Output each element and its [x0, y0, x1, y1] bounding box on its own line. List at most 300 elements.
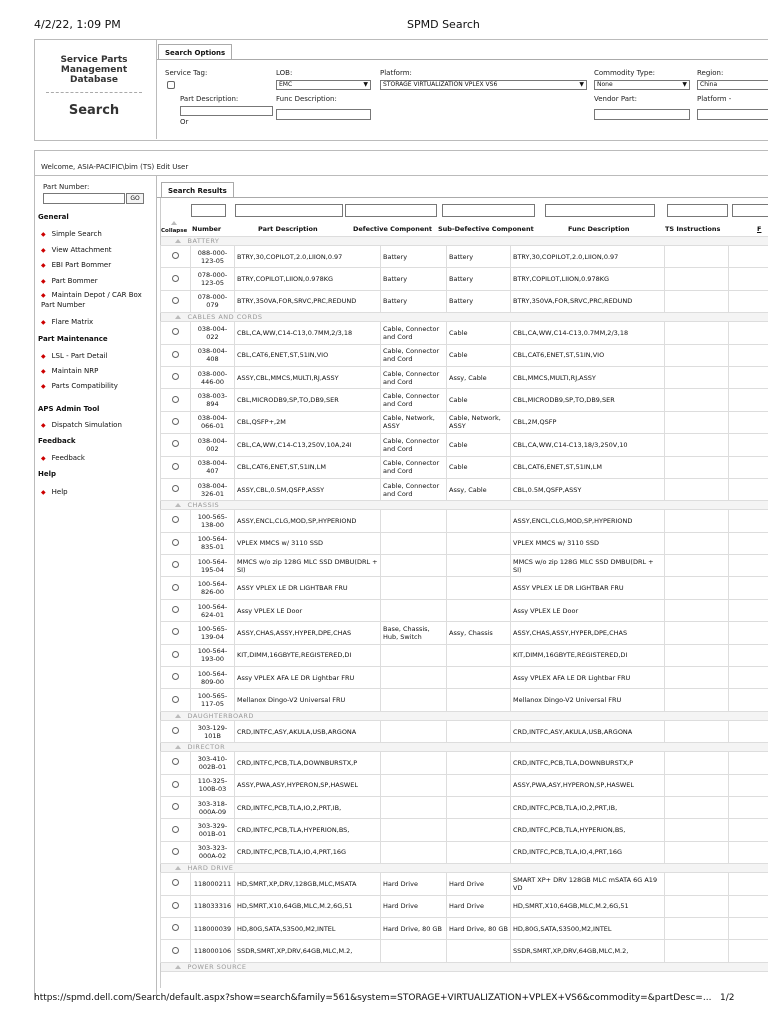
- ts-instructions-cell: [665, 366, 729, 388]
- table-row[interactable]: [161, 478, 768, 500]
- sub-defective-component-cell: [447, 689, 511, 711]
- extra-cell: [729, 940, 768, 962]
- extra-cell: [729, 344, 768, 366]
- col-number[interactable]: Number: [192, 225, 222, 233]
- filter-extra[interactable]: [732, 204, 768, 217]
- func-description-cell: KIT,DIMM,16GBYTE,REGISTERED,DI: [511, 644, 665, 666]
- defective-component-cell: Cable, Network, ASSY: [381, 411, 447, 433]
- row-radio-button[interactable]: [172, 584, 179, 591]
- part-description-cell: CBL,CA,WW,C14-C13,250V,10A,24I: [235, 434, 381, 456]
- row-select-cell[interactable]: [161, 246, 191, 268]
- row-radio-button[interactable]: [172, 826, 179, 833]
- part-description-input[interactable]: [180, 106, 273, 116]
- or-label: Or: [180, 118, 189, 126]
- row-select-cell[interactable]: [161, 752, 191, 774]
- ts-instructions-cell: [665, 478, 729, 500]
- results-table: [160, 236, 768, 972]
- func-description-cell: SSDR,SMRT,XP,DRV,64GB,MLC,M.2,: [511, 940, 665, 962]
- part-description-cell: MMCS w/o zip 128G MLC SSD DMBU(DRL + SI): [235, 555, 381, 577]
- part-description-cell: Assy VPLEX LE Door: [235, 599, 381, 621]
- defective-component-cell: Battery: [381, 290, 447, 312]
- part-number-cell: 303-129-101B: [191, 720, 235, 742]
- func-description-cell: HD,80G,SATA,S3500,M2,INTEL: [511, 917, 665, 939]
- group-header-row[interactable]: [161, 864, 768, 873]
- nav-view-attachment[interactable]: [41, 246, 112, 254]
- part-number-label: Part Number:: [43, 183, 90, 191]
- sub-defective-component-cell: Battery: [447, 268, 511, 290]
- extra-cell: [729, 478, 768, 500]
- row-radio-button[interactable]: [172, 628, 179, 635]
- func-description-cell: MMCS w/o zip 128G MLC SSD DMBU(DRL + SI): [511, 555, 665, 577]
- row-select-cell[interactable]: [161, 819, 191, 841]
- nav-lsl-part-detail[interactable]: [41, 352, 108, 360]
- defective-component-cell: [381, 796, 447, 818]
- part-number-cell: 303-329-001B-01: [191, 819, 235, 841]
- defective-component-cell: Battery: [381, 268, 447, 290]
- table-row[interactable]: [161, 644, 768, 666]
- row-radio-button[interactable]: [172, 297, 179, 304]
- func-description-cell: CBL,2M,QSFP: [511, 411, 665, 433]
- row-radio-button[interactable]: [172, 924, 179, 931]
- part-number-input[interactable]: [43, 193, 125, 204]
- func-description-cell: BTRY,COPILOT,LIION,0.978KG: [511, 268, 665, 290]
- platform-dash-label: Platform -: [697, 95, 732, 103]
- bullet-icon: ◆: [41, 247, 46, 254]
- extra-cell: [729, 555, 768, 577]
- row-select-cell[interactable]: [161, 411, 191, 433]
- group-label: DAUGHTERBOARD: [187, 711, 254, 720]
- sub-defective-component-cell: Hard Drive: [447, 895, 511, 917]
- nav-part-number-line[interactable]: Part Number: [41, 301, 86, 309]
- row-radio-button[interactable]: [172, 275, 179, 282]
- row-select-cell[interactable]: [161, 478, 191, 500]
- table-row[interactable]: [161, 389, 768, 411]
- ts-instructions-cell: [665, 796, 729, 818]
- nav-label: Parts Compatibility: [51, 382, 118, 390]
- part-description-cell: ASSY,CBL,MMCS,MULTI,RJ,ASSY: [235, 366, 381, 388]
- row-select-cell[interactable]: [161, 389, 191, 411]
- group-header-row[interactable]: [161, 237, 768, 246]
- func-description-cell: CBL,CA,WW,C14-C13,0.7MM,2/3,18: [511, 322, 665, 344]
- part-number-cell: 110-325-100B-03: [191, 774, 235, 796]
- nav-heading-feedback: Feedback: [38, 437, 76, 445]
- row-select-cell[interactable]: [161, 873, 191, 895]
- row-radio-button[interactable]: [172, 696, 179, 703]
- table-row[interactable]: [161, 456, 768, 478]
- bullet-icon: ◆: [41, 422, 46, 429]
- defective-component-cell: [381, 940, 447, 962]
- row-select-cell[interactable]: [161, 366, 191, 388]
- extra-cell: [729, 290, 768, 312]
- func-description-cell: CBL,CAT6,ENET,ST,51IN,LM: [511, 456, 665, 478]
- row-select-cell[interactable]: [161, 532, 191, 554]
- func-description-cell: ASSY VPLEX LE DR LIGHTBAR FRU: [511, 577, 665, 599]
- collapse-triangle-icon[interactable]: [175, 965, 181, 969]
- row-select-cell[interactable]: [161, 796, 191, 818]
- nav-feedback[interactable]: [41, 454, 85, 462]
- row-radio-button[interactable]: [172, 252, 179, 259]
- defective-component-cell: Cable, Connector and Cord: [381, 366, 447, 388]
- defective-component-cell: Cable, Connector and Cord: [381, 456, 447, 478]
- nav-part-bommer[interactable]: [41, 277, 98, 285]
- row-select-cell[interactable]: [161, 344, 191, 366]
- row-radio-button[interactable]: [172, 418, 179, 425]
- part-description-cell: ASSY,CHAS,ASSY,HYPER,DPE,CHAS: [235, 622, 381, 644]
- row-select-cell[interactable]: [161, 940, 191, 962]
- filter-ts-instructions[interactable]: [667, 204, 728, 217]
- nav-help[interactable]: [41, 488, 68, 496]
- row-radio-button[interactable]: [172, 463, 179, 470]
- table-row[interactable]: [161, 895, 768, 917]
- collapse-triangle-icon[interactable]: [175, 239, 181, 243]
- part-number-cell: 100-564-195-04: [191, 555, 235, 577]
- filter-part-description[interactable]: [235, 204, 343, 217]
- part-number-cell: 100-564-826-00: [191, 577, 235, 599]
- table-row[interactable]: [161, 510, 768, 532]
- nav-label: Simple Search: [51, 230, 102, 238]
- col-part-description[interactable]: Part Description: [258, 225, 318, 233]
- table-row[interactable]: [161, 873, 768, 895]
- extra-cell: [729, 622, 768, 644]
- ts-instructions-cell: [665, 819, 729, 841]
- table-row[interactable]: [161, 290, 768, 312]
- table-row[interactable]: [161, 366, 768, 388]
- table-row[interactable]: [161, 246, 768, 268]
- row-select-cell[interactable]: [161, 917, 191, 939]
- row-radio-button[interactable]: [172, 606, 179, 613]
- group-header-cell: [161, 313, 768, 322]
- func-description-cell: BTRY,350VA,FOR,SRVC,PRC,REDUND: [511, 290, 665, 312]
- func-description-label: Func Description:: [276, 95, 337, 103]
- col-func-description[interactable]: Func Description: [568, 225, 630, 233]
- sub-defective-component-cell: [447, 577, 511, 599]
- group-header-row[interactable]: [161, 962, 768, 971]
- extra-cell: [729, 819, 768, 841]
- table-row[interactable]: [161, 819, 768, 841]
- nav-heading-help: Help: [38, 470, 57, 478]
- tab-search-results[interactable]: Search Results: [161, 182, 234, 198]
- row-radio-button[interactable]: [172, 879, 179, 886]
- collapse-all-icon[interactable]: [171, 221, 177, 225]
- col-defective-component[interactable]: Defective Component: [353, 225, 433, 233]
- sub-defective-component-cell: Cable: [447, 322, 511, 344]
- platform-select[interactable]: [380, 80, 587, 90]
- commodity-label: Commodity Type:: [594, 69, 656, 77]
- part-description-cell: CBL,QSFP+,2M: [235, 411, 381, 433]
- defective-component-cell: [381, 667, 447, 689]
- part-description-cell: BTRY,30,COPILOT,2.0,LIION,0.97: [235, 246, 381, 268]
- row-select-cell[interactable]: [161, 667, 191, 689]
- part-description-cell: ASSY VPLEX LE DR LIGHTBAR FRU: [235, 577, 381, 599]
- func-description-cell: CBL,0.5M,QSFP,ASSY: [511, 478, 665, 500]
- nav-maintain-depot[interactable]: [41, 291, 142, 299]
- chevron-down-icon: ▼: [682, 81, 687, 88]
- tab-search-options[interactable]: Search Options: [158, 44, 232, 60]
- defective-component-cell: [381, 752, 447, 774]
- part-number-cell: 038-004-022: [191, 322, 235, 344]
- row-radio-button[interactable]: [172, 727, 179, 734]
- table-row[interactable]: [161, 577, 768, 599]
- part-description-cell: BTRY,350VA,FOR,SRVC,PRC,REDUND: [235, 290, 381, 312]
- sub-defective-component-cell: [447, 752, 511, 774]
- extra-cell: [729, 689, 768, 711]
- commodity-select[interactable]: [594, 80, 690, 90]
- table-row[interactable]: [161, 411, 768, 433]
- table-row[interactable]: [161, 555, 768, 577]
- logo-line-2: Management: [60, 65, 128, 75]
- part-number-cell: 078-000-079: [191, 290, 235, 312]
- func-description-cell: Assy VPLEX AFA LE DR Lightbar FRU: [511, 667, 665, 689]
- extra-cell: [729, 895, 768, 917]
- func-description-input[interactable]: [276, 109, 371, 120]
- part-description-cell: ASSY,PWA,ASY,HYPERON,SP,HASWEL: [235, 774, 381, 796]
- row-radio-button[interactable]: [172, 485, 179, 492]
- part-number-cell: 038-004-407: [191, 456, 235, 478]
- defective-component-cell: Cable, Connector and Cord: [381, 344, 447, 366]
- func-description-cell: ASSY,PWA,ASY,HYPERON,SP,HASWEL: [511, 774, 665, 796]
- collapse-triangle-icon[interactable]: [175, 503, 181, 507]
- row-radio-button[interactable]: [172, 781, 179, 788]
- part-number-cell: 078-000-123-05: [191, 268, 235, 290]
- row-radio-button[interactable]: [172, 803, 179, 810]
- func-description-cell: CBL,CAT6,ENET,ST,51IN,VIO: [511, 344, 665, 366]
- collapse-triangle-icon[interactable]: [175, 714, 181, 718]
- extra-cell: [729, 873, 768, 895]
- nav-dispatch-simulation[interactable]: [41, 421, 122, 429]
- defective-component-cell: [381, 774, 447, 796]
- group-header-cell: [161, 501, 768, 510]
- group-header-cell: [161, 864, 768, 873]
- table-row[interactable]: [161, 689, 768, 711]
- group-label: DIRECTOR: [187, 743, 226, 752]
- nav-ebi-part-bommer[interactable]: [41, 261, 111, 269]
- region-select[interactable]: [697, 80, 768, 90]
- ts-instructions-cell: [665, 411, 729, 433]
- footer-page: 1/2: [720, 993, 735, 1003]
- nav-heading-aps: APS Admin Tool: [38, 405, 100, 413]
- part-number-cell: 303-410-002B-01: [191, 752, 235, 774]
- row-select-cell[interactable]: [161, 774, 191, 796]
- bullet-icon: ◆: [41, 368, 46, 375]
- defective-component-cell: [381, 510, 447, 532]
- filter-defective-component[interactable]: [345, 204, 437, 217]
- row-radio-button[interactable]: [172, 561, 179, 568]
- collapse-triangle-icon[interactable]: [175, 866, 181, 870]
- filter-sub-defective-component[interactable]: [442, 204, 535, 217]
- collapse-link[interactable]: Collapse: [161, 228, 188, 234]
- chevron-down-icon: ▼: [579, 81, 584, 88]
- row-radio-button[interactable]: [172, 651, 179, 658]
- row-radio-button[interactable]: [172, 440, 179, 447]
- bullet-icon: ◆: [41, 353, 46, 360]
- part-number-cell: 100-565-138-00: [191, 510, 235, 532]
- sub-defective-component-cell: [447, 796, 511, 818]
- part-number-cell: 303-318-000A-09: [191, 796, 235, 818]
- nav-label: Maintain NRP: [51, 367, 99, 375]
- defective-component-cell: [381, 599, 447, 621]
- welcome-text: Welcome, ASIA-PACIFIC\bim (TS) Edit User: [41, 163, 189, 171]
- ts-instructions-cell: [665, 322, 729, 344]
- extra-cell: [729, 456, 768, 478]
- table-row[interactable]: [161, 268, 768, 290]
- sub-defective-component-cell: [447, 555, 511, 577]
- ts-instructions-cell: [665, 532, 729, 554]
- row-radio-button[interactable]: [172, 947, 179, 954]
- row-select-cell[interactable]: [161, 644, 191, 666]
- nav-label: Feedback: [51, 454, 85, 462]
- defective-component-cell: Cable, Connector and Cord: [381, 322, 447, 344]
- table-row[interactable]: [161, 667, 768, 689]
- table-row[interactable]: [161, 532, 768, 554]
- col-sub-defective-component[interactable]: Sub-Defective Component: [438, 225, 534, 233]
- ts-instructions-cell: [665, 456, 729, 478]
- part-description-cell: Mellanox Dingo-V2 Universal FRU: [235, 689, 381, 711]
- sub-defective-component-cell: [447, 510, 511, 532]
- table-row[interactable]: [161, 599, 768, 621]
- sub-defective-component-cell: [447, 720, 511, 742]
- filter-number[interactable]: [191, 204, 226, 217]
- row-select-cell[interactable]: [161, 689, 191, 711]
- extra-cell: [729, 389, 768, 411]
- table-row[interactable]: [161, 434, 768, 456]
- row-radio-button[interactable]: [172, 539, 179, 546]
- defective-component-cell: [381, 819, 447, 841]
- lob-select[interactable]: [276, 80, 371, 90]
- sub-defective-component-cell: [447, 819, 511, 841]
- collapse-triangle-icon[interactable]: [175, 745, 181, 749]
- row-select-cell[interactable]: [161, 720, 191, 742]
- sub-defective-component-cell: Cable: [447, 434, 511, 456]
- part-number-cell: 038-004-066-01: [191, 411, 235, 433]
- table-row[interactable]: [161, 796, 768, 818]
- nav-maintain-nrp[interactable]: [41, 367, 98, 375]
- group-header-row[interactable]: [161, 313, 768, 322]
- row-radio-button[interactable]: [172, 351, 179, 358]
- ts-instructions-cell: [665, 246, 729, 268]
- row-radio-button[interactable]: [172, 328, 179, 335]
- defective-component-cell: [381, 555, 447, 577]
- ts-instructions-cell: [665, 644, 729, 666]
- nav-label: Dispatch Simulation: [51, 421, 122, 429]
- defective-component-cell: [381, 532, 447, 554]
- chevron-down-icon: ▼: [363, 81, 368, 88]
- row-select-cell[interactable]: [161, 577, 191, 599]
- row-select-cell[interactable]: [161, 268, 191, 290]
- extra-cell: [729, 752, 768, 774]
- defective-component-cell: Hard Drive: [381, 873, 447, 895]
- row-radio-button[interactable]: [172, 373, 179, 380]
- table-row[interactable]: [161, 940, 768, 962]
- row-select-cell[interactable]: [161, 290, 191, 312]
- part-description-cell: CBL,CAT6,ENET,ST,51IN,VIO: [235, 344, 381, 366]
- part-description-cell: CRD,INTFC,PCB,TLA,HYPERION,BS,: [235, 819, 381, 841]
- go-button[interactable]: GO: [126, 193, 144, 204]
- ts-instructions-cell: [665, 873, 729, 895]
- table-row[interactable]: [161, 720, 768, 742]
- func-description-cell: CRD,INTFC,PCB,TLA,HYPERION,BS,: [511, 819, 665, 841]
- ts-instructions-cell: [665, 940, 729, 962]
- nav-flare-matrix[interactable]: [41, 318, 93, 326]
- region-label: Region:: [697, 69, 724, 77]
- part-number-cell: 038-003-894: [191, 389, 235, 411]
- row-radio-button[interactable]: [172, 902, 179, 909]
- table-row[interactable]: [161, 622, 768, 644]
- row-radio-button[interactable]: [172, 396, 179, 403]
- bullet-icon: ◆: [41, 292, 46, 299]
- table-row[interactable]: [161, 752, 768, 774]
- ts-instructions-cell: [665, 774, 729, 796]
- service-tag-checkbox[interactable]: [167, 81, 175, 89]
- table-row[interactable]: [161, 917, 768, 939]
- func-description-cell: BTRY,30,COPILOT,2.0,LIION,0.97: [511, 246, 665, 268]
- extra-cell: [729, 510, 768, 532]
- nav-simple-search[interactable]: [41, 230, 102, 238]
- part-number-cell: 038-004-326-01: [191, 478, 235, 500]
- row-select-cell[interactable]: [161, 510, 191, 532]
- row-select-cell[interactable]: [161, 555, 191, 577]
- extra-cell: [729, 532, 768, 554]
- platform-dash-input[interactable]: [697, 109, 768, 120]
- nav-parts-compatibility[interactable]: [41, 382, 118, 390]
- table-row[interactable]: [161, 344, 768, 366]
- col-extra[interactable]: F: [757, 225, 762, 233]
- nav-label: View Attachment: [51, 246, 112, 254]
- ts-instructions-cell: [665, 268, 729, 290]
- func-description-cell: CRD,INTFC,PCB,TLA,DOWNBURSTX,P: [511, 752, 665, 774]
- extra-cell: [729, 268, 768, 290]
- sub-defective-component-cell: [447, 940, 511, 962]
- filter-func-description[interactable]: [545, 204, 655, 217]
- row-radio-button[interactable]: [172, 848, 179, 855]
- collapse-triangle-icon[interactable]: [175, 315, 181, 319]
- part-description-cell: CBL,MICRODB9,SP,TO,DB9,SER: [235, 389, 381, 411]
- group-header-row[interactable]: [161, 711, 768, 720]
- table-row[interactable]: [161, 322, 768, 344]
- part-number-cell: 303-323-000A-02: [191, 841, 235, 863]
- row-select-cell[interactable]: [161, 434, 191, 456]
- row-select-cell[interactable]: [161, 322, 191, 344]
- service-tag-label: Service Tag:: [165, 69, 208, 77]
- row-select-cell[interactable]: [161, 456, 191, 478]
- extra-cell: [729, 644, 768, 666]
- func-description-cell: HD,SMRT,X10,64GB,MLC,M.2,6G,51: [511, 895, 665, 917]
- table-row[interactable]: [161, 774, 768, 796]
- sub-defective-component-cell: Hard Drive, 80 GB: [447, 917, 511, 939]
- group-header-row[interactable]: [161, 501, 768, 510]
- part-number-cell: 038-000-446-00: [191, 366, 235, 388]
- row-select-cell[interactable]: [161, 841, 191, 863]
- row-select-cell[interactable]: [161, 622, 191, 644]
- ts-instructions-cell: [665, 599, 729, 621]
- sub-defective-component-cell: Hard Drive: [447, 873, 511, 895]
- row-select-cell[interactable]: [161, 599, 191, 621]
- row-radio-button[interactable]: [172, 516, 179, 523]
- row-radio-button[interactable]: [172, 758, 179, 765]
- defective-component-cell: [381, 577, 447, 599]
- row-select-cell[interactable]: [161, 895, 191, 917]
- defective-component-cell: Cable, Connector and Cord: [381, 434, 447, 456]
- logo-line-1: Service Parts: [60, 55, 128, 65]
- group-label: CHASSIS: [187, 501, 220, 510]
- vendor-part-input[interactable]: [594, 109, 690, 120]
- part-number-cell: 100-564-809-00: [191, 667, 235, 689]
- func-description-cell: VPLEX MMCS w/ 3110 SSD: [511, 532, 665, 554]
- table-row[interactable]: [161, 841, 768, 863]
- group-header-row[interactable]: [161, 743, 768, 752]
- col-ts-instructions[interactable]: TS Instructions: [665, 225, 721, 233]
- extra-cell: [729, 667, 768, 689]
- row-radio-button[interactable]: [172, 673, 179, 680]
